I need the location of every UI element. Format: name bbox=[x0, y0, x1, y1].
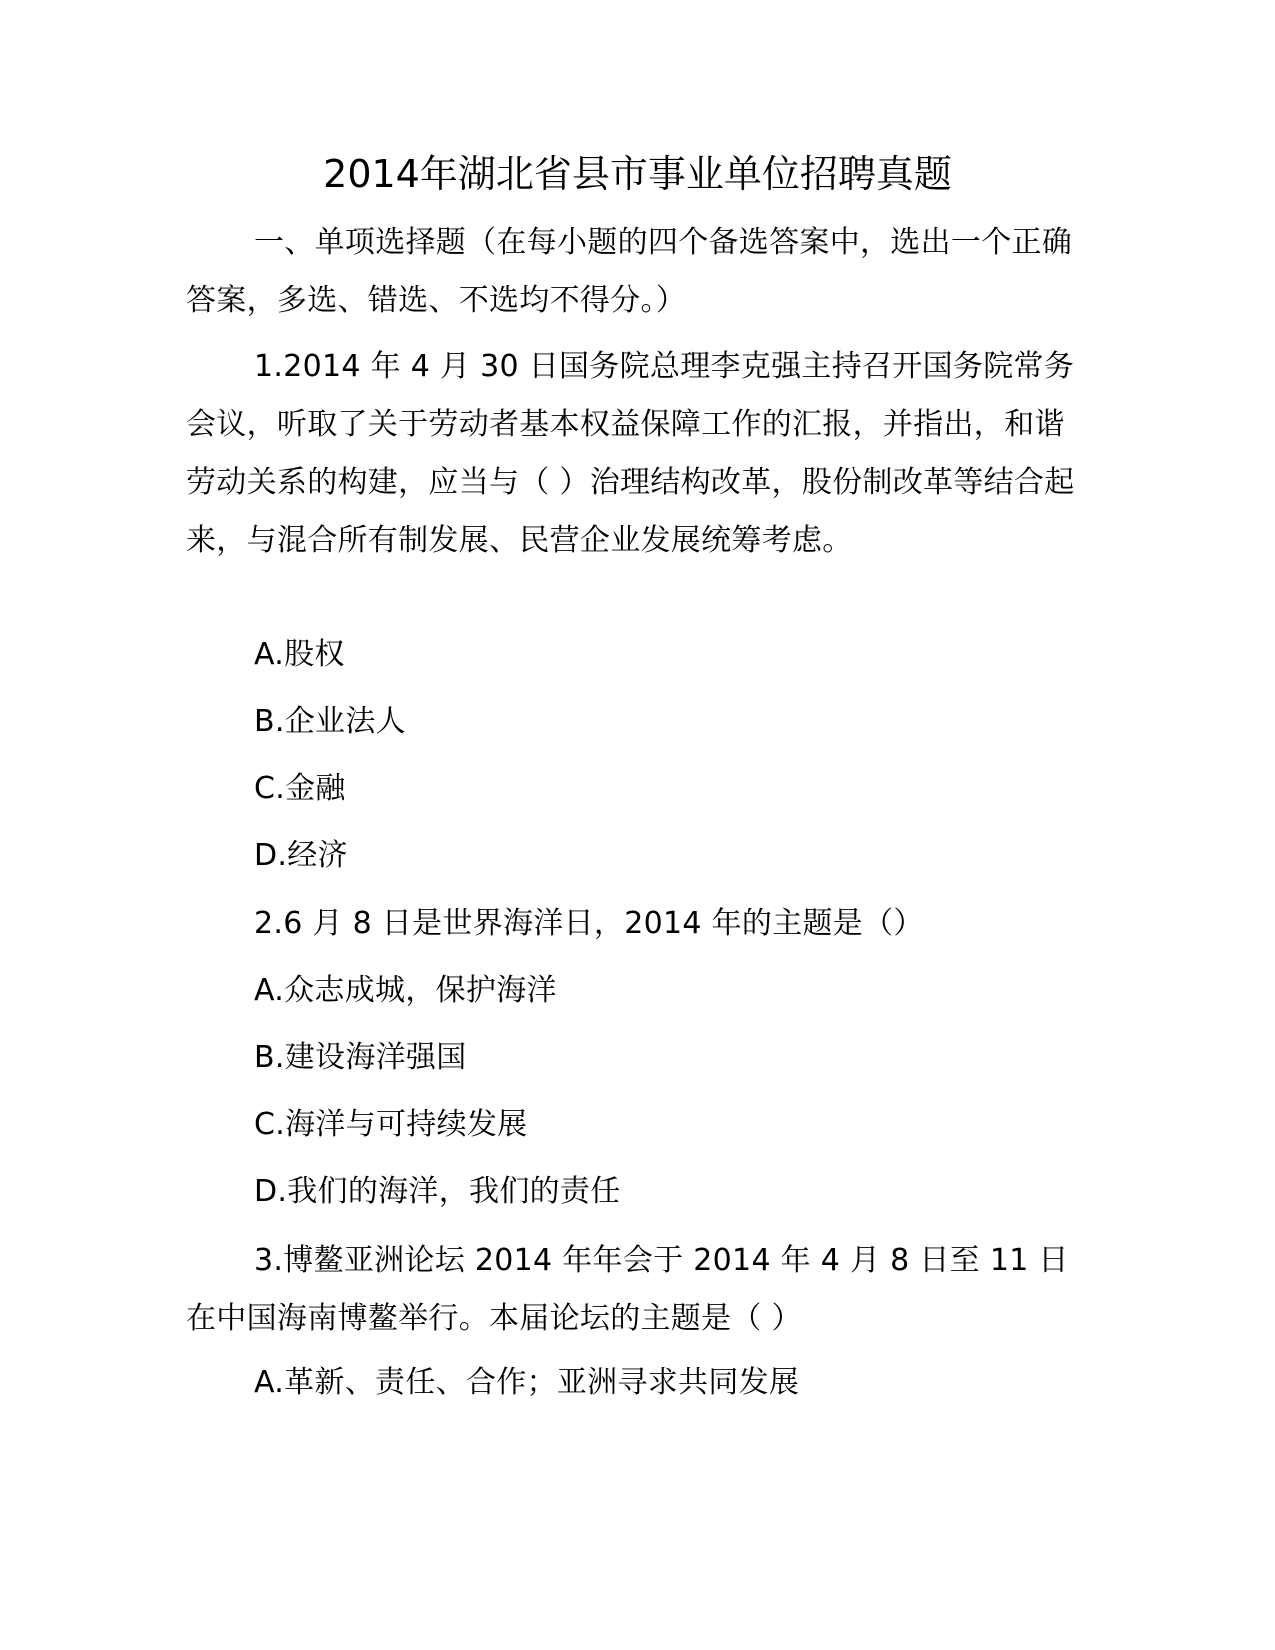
question-2-option-a: A.众志成城，保护海洋 bbox=[254, 973, 557, 1008]
question-1-stem: 1.2014 年 4 月 30 日国务院总理李克强主持召开国务院常务会议，听取了关于劳动者基本权益保障工作的汇报，并指出，和谐劳动关系的构建，应当与（ ）治理结构改革，股份制改革等结合起来，与混合所有制发展、民营企业发展统筹考虑。 bbox=[186, 349, 1075, 558]
question-2-option-d: D.我们的海洋，我们的责任 bbox=[254, 1174, 621, 1209]
question-1-option-c: C.金融 bbox=[254, 771, 346, 806]
question-3-stem: 3.博鳌亚洲论坛 2014 年年会于 2014 年 4 月 8 日至 11 日在中国海南博鳌举行。本届论坛的主题是（ ） bbox=[186, 1243, 1069, 1336]
question-2-option-b: B.建设海洋强国 bbox=[254, 1040, 467, 1075]
question-2-option-c: C.海洋与可持续发展 bbox=[254, 1107, 528, 1142]
question-1-option-d: D.经济 bbox=[254, 838, 348, 873]
question-2-stem: 2.6 月 8 日是世界海洋日，2014 年的主题是（） bbox=[254, 906, 924, 941]
question-1-option-a: A.股权 bbox=[254, 637, 345, 672]
question-3-option-a: A.革新、责任、合作；亚洲寻求共同发展 bbox=[254, 1365, 800, 1400]
section-heading: 一、单项选择题（在每小题的四个备选答案中，选出一个正确答案，多选、错选、不选均不得分。） bbox=[186, 225, 1073, 318]
document-title: 2014年湖北省县市事业单位招聘真题 bbox=[323, 152, 952, 196]
question-1-option-b: B.企业法人 bbox=[254, 704, 406, 739]
